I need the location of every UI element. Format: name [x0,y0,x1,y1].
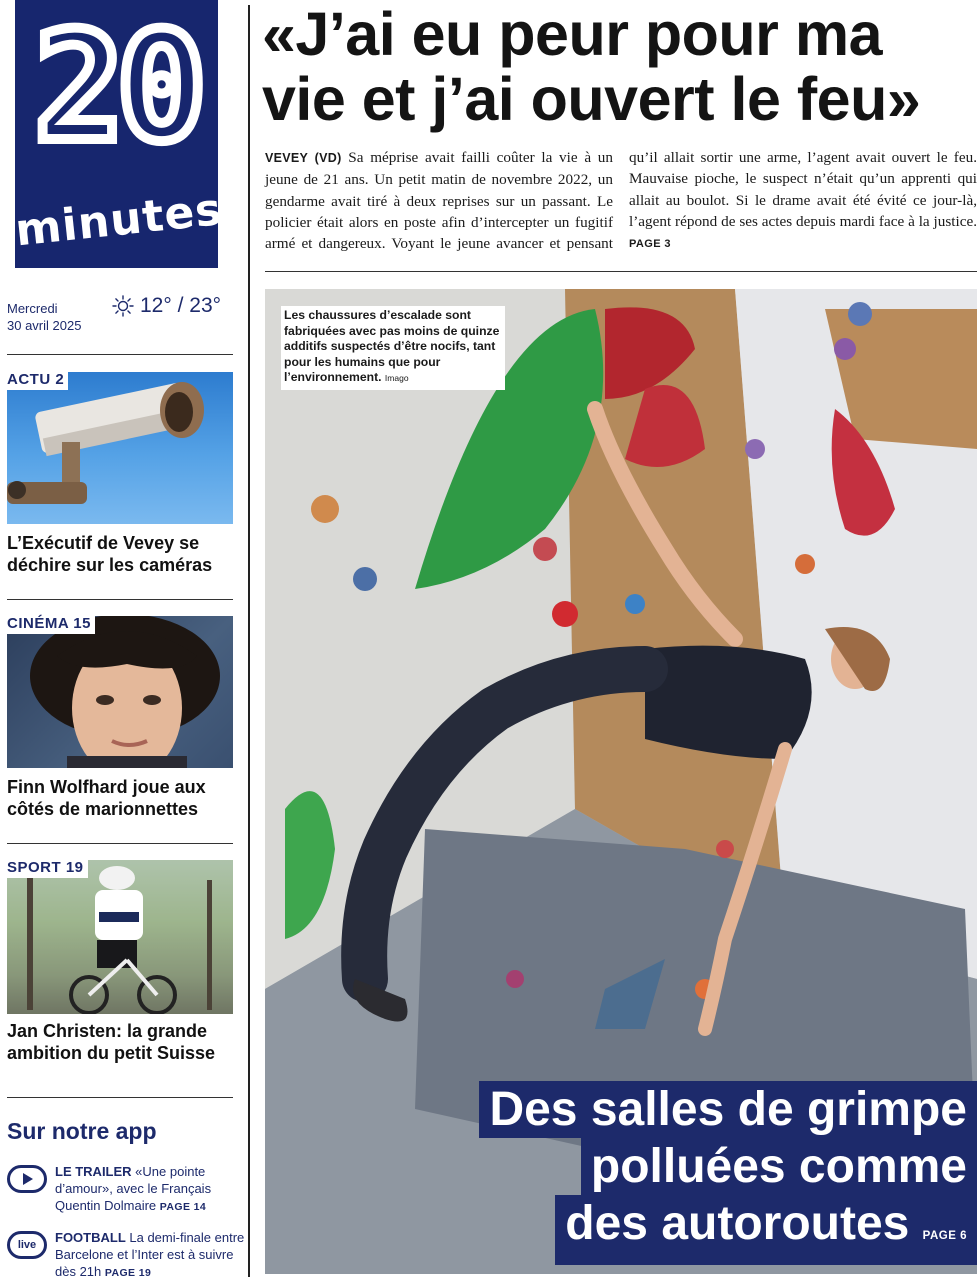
column-divider [248,5,250,1277]
lead-headline[interactable]: «J’ai eu peur pour ma vie et j’ai ouvert le feu» [262,0,921,133]
caption-text: Les chaussures d’escalade sont fabriquées avec pas moins de quinze additifs suspectés d’être nocifs, tant pour les humains que pour l’environnement. [284,308,500,384]
weekday: Mercredi [7,301,58,316]
app-item-trailer[interactable] [7,1163,247,1216]
logo-number: 20 [34,1,199,175]
photo-caption [281,306,505,390]
page-ref: PAGE 14 [159,1201,207,1213]
masthead-logo[interactable] [12,0,225,268]
divider [7,599,233,600]
feature-page-ref[interactable]: PAGE 6 [922,1230,967,1242]
sun-icon [112,295,134,317]
teaser-image-camera[interactable] [7,372,233,524]
app-item-label: LE TRAILER [55,1164,132,1179]
weather [112,294,221,318]
divider [7,843,233,844]
teaser-image-cyclist[interactable] [7,860,233,1014]
teaser-title[interactable]: Jan Christen: la grande ambition du petit Suisse [7,1021,216,1063]
app-heading: Sur notre app [7,1118,157,1144]
feature-title-line: Des salles de grimpe [479,1081,977,1138]
photo-credit: Imago [384,373,409,383]
teaser-image-portrait[interactable] [7,616,233,768]
divider [7,1097,233,1098]
app-item-text: La demi-finale entre Barcelone et l’Inter est à suivre dès 21h [55,1230,245,1279]
page-ref: PAGE 19 [104,1267,152,1279]
lead-page-ref[interactable]: PAGE 3 [629,238,671,251]
play-icon [7,1165,47,1193]
temperature: 12° / 23° [140,294,222,317]
lead-text: Sa méprise avait failli coûter la vie à un jeune de 21 ans. Un petit matin de novembre 2022, un gendarme avait tiré à deux reprises sur un passant. Le policier était alors en poste afin d’intercepter un fugitif armé et dangereux. Voyant le jeune avancer et pensant qu’il allait sortir une arme, l’agent avait ouvert le feu. Mauvaise pioche, le suspect n’était qu’un apprenti qui allait au boulot. Si le drame avait été évité ce jour-là, l’agent répond de ses actes depuis mardi face à la justice. [265,149,977,253]
section-tag-actu[interactable]: ACTU 2 [7,369,68,390]
app-item-football[interactable] [7,1229,247,1282]
live-icon [7,1231,47,1259]
feature-title-line: polluées comme [581,1138,977,1195]
live-badge: live [17,1239,37,1251]
feature-headline[interactable] [479,1081,977,1265]
dateline: VEVEY (VD) [265,151,342,165]
logo-wordmark: minutes [12,184,225,257]
issue-date: 30 avril 2025 [7,318,82,333]
date-block [7,300,81,334]
teaser-title[interactable]: Finn Wolfhard joue aux côtés de marionnettes [7,777,206,819]
teaser-title[interactable]: L’Exécutif de Vevey se déchire sur les caméras [7,533,213,575]
divider [265,271,977,272]
feature-title-line: des autoroutes [565,1197,910,1250]
section-tag-sport[interactable]: SPORT 19 [7,857,88,878]
divider [7,354,233,355]
lead-body [265,147,977,259]
app-item-label: FOOTBALL [55,1230,126,1245]
app-item-text: «Une pointe d’amour», avec le Français Quentin Dolmaire [55,1164,212,1213]
section-tag-cinema[interactable]: CINÉMA 15 [7,613,95,634]
